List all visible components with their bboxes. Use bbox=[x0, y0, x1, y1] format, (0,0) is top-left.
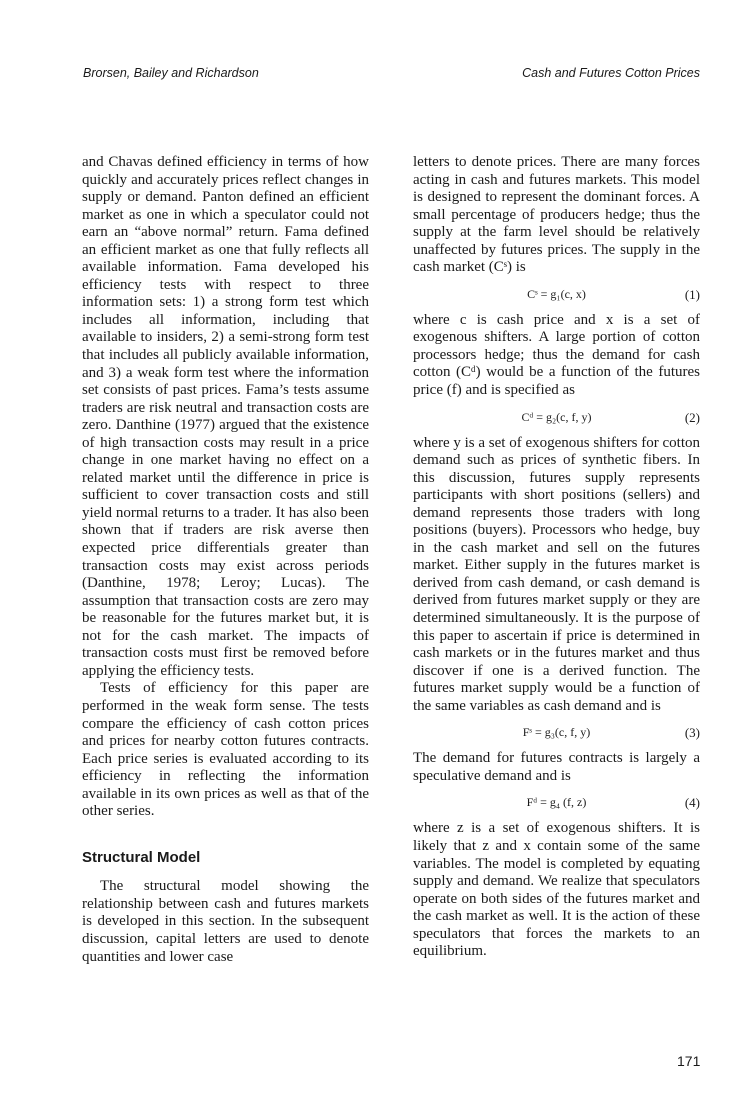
equation-text: Fˢ = g₃(c, f, y) bbox=[522, 725, 591, 740]
running-header-title: Cash and Futures Cotton Prices bbox=[522, 66, 700, 80]
paragraph: The structural model showing the relationship between cash and futures markets is developed in this section. In the subsequent discussion, capital letters are used to denote quantities and lower case bbox=[82, 878, 369, 965]
equation-text: Cᵈ = g₂(c, f, y) bbox=[521, 409, 592, 424]
paragraph: where z is a set of exogenous shifters. It is likely that z and x contain some of the same variables. The model is completed by equating supply and demand. We realize that speculators operate on both sides of the futures market and the cash market as well. It is the action of these speculators that forces the markets to an equilibrium. bbox=[413, 820, 700, 960]
paragraph: where y is a set of exogenous shifters for cotton demand such as prices of synthetic fibers. In this discussion, futures supply represents participants with short positions (sellers) and demand represents those traders with long positions (buyers). Processors who hedge, buy in the cash market and sell on the futures market. Either supply in the futures market is derived from cash demand, or cash demand is derived from futures market supply or they are determined simultaneously. It is the purpose of this paper to ascertain if price is determined in cash markets or in the futures market and thus discover if one is a derived function. The futures market supply would be a function of the same variables as cash demand and is bbox=[413, 434, 701, 714]
equation-2 bbox=[413, 409, 700, 426]
equation-1 bbox=[413, 286, 700, 303]
equation-number: (3) bbox=[684, 725, 700, 741]
paragraph: Tests of efficiency for this paper are performed in the weak form sense. The tests compare the efficiency of cash cotton prices and prices for nearby cotton futures contracts. Each price series is evaluated according to its efficiency in reflecting the information available in its own prices as well as that of the other series. bbox=[82, 680, 369, 820]
paragraph: letters to denote prices. There are many forces acting in cash and futures markets. This model is designed to represent the dominant forces. A small percentage of producers hedge; thus the supply at the farm level should be relatively unaffected by futures prices. The supply in the cash market (Cˢ) is bbox=[413, 154, 700, 276]
equation-3 bbox=[413, 724, 700, 741]
paragraph: where c is cash price and x is a set of exogenous shifters. A large portion of cotton processors hedge; thus the demand for cash cotton (Cᵈ) would be a function of the futures price (f) and is specified as bbox=[413, 311, 700, 399]
equation-number: (1) bbox=[684, 286, 700, 302]
equation-text: Cˢ = g₁(c, x) bbox=[527, 286, 586, 301]
equation-number: (2) bbox=[684, 409, 700, 425]
paragraph: and Chavas defined efficiency in terms of how quickly and accurately prices reflect changes in supply or demand. Panton defined an efficient market as one in which a speculator could not earn an “above normal” return. Fama defined an efficient market as one that fully reflects all available information. Fama developed his efficiency tests with respect to three information sets: 1) a strong form test which includes all information, including that available to insiders, 2) a semi-strong form test that includes all publicly available information, and 3) a weak form test where the information set consists of past prices. Fama’s tests assume traders are risk neutral and transaction costs are zero. Danthine (1977) argued that the existence of high transaction costs may result in a price change in one market having no effect on a related market until the difference in price is sufficient to cover transaction costs and still yield normal returns to a trader. It has also been shown that if traders are risk averse then expected price differentials greater than transaction costs may exist across periods (Danthine, 1978; Leroy; Lucas). The assumption that transaction costs are zero may be reasonable for the futures market but, it is not for the cash market. The impacts of transaction costs must first be removed before applying the efficiency tests. bbox=[82, 154, 369, 679]
left-column bbox=[82, 154, 369, 966]
equation-4 bbox=[413, 794, 700, 811]
right-column bbox=[413, 154, 700, 961]
equation-text: Fᵈ = g₄ (f, z) bbox=[526, 795, 587, 810]
page-number: 171 bbox=[677, 1053, 701, 1069]
paragraph: The demand for futures contracts is largely a speculative demand and is bbox=[413, 750, 700, 784]
equation-number: (4) bbox=[684, 795, 700, 811]
running-header-authors: Brorsen, Bailey and Richardson bbox=[83, 66, 259, 80]
section-heading: Structural Model bbox=[82, 848, 201, 866]
